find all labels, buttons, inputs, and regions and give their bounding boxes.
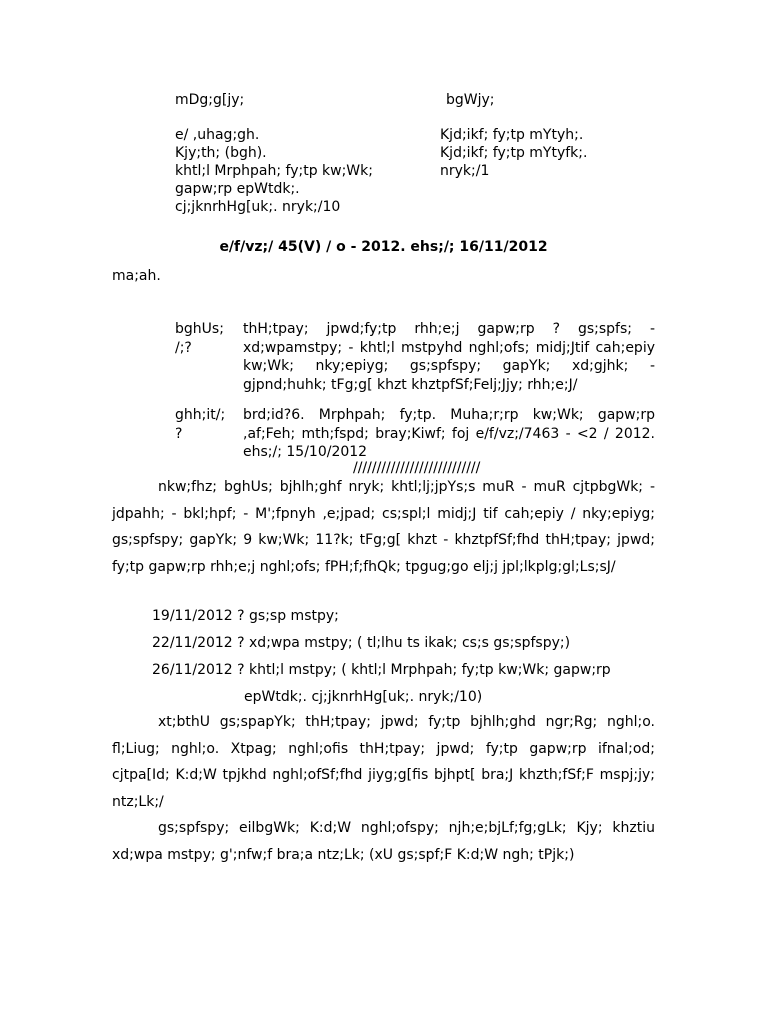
salutation: ma;ah. <box>112 268 161 284</box>
reference-label-line: ghh;it/; <box>175 407 226 423</box>
subject-text: thH;tpay; jpwd;fy;tp rhh;e;j gapw;rp ? gs;spfs; - xd;wpamstpy; - khtl;l mstpyhd nghl;ofs; midj;Jtif cah;epiy kw;Wk; nky;epiyg; gs;spfspy; gapYk; xd;gjhk; - gjpnd;huhk; tFg;g[ khzt khztpfSf;Felj;Jjy; rhh;e;J/ <box>243 321 655 393</box>
sender-line: khtl;l Mrphpah; fy;tp kw;Wk; <box>175 163 373 179</box>
sender-line: Kjy;th; (bgh). <box>175 145 267 161</box>
subject-block <box>175 320 655 394</box>
body-paragraph-3: gs;spfspy; eilbgWk; K:d;W nghl;ofspy; njh;e;bjLf;fg;gLk; Kjy; khztiu xd;wpa mstpy; g';nfw;f bra;a ntz;Lk; (xU gs;spf;F K:d;W ngh; tPjk;) <box>112 820 655 863</box>
reference-label-line: ? <box>175 425 183 442</box>
reference-separator: /////////////////////////// <box>353 460 481 476</box>
body-paragraph-1: nkw;fhz; bghUs; bjhlh;ghf nryk; khtl;lj;jpYs;s muR - muR cjtpbgWk; - jdpahh; - bkl;hpf; - M';fpnyh ,e;jpad; cs;spl;l midj;J tif cah;epiy / nky;epiyg; gs;spfspy; gapYk; 9 kw;Wk; 11?k; tFg;g[ khzt - khztpfSf;fhd thH;tpay; jpwd; fy;tp gapw;rp rhh;e;j nghl;ofs; fPH;f;fhQk; tpgug;go elj;j jpl;lkplg;gl;Ls;sJ/ <box>112 479 655 575</box>
body-paragraph-2: xt;bthU gs;spapYk; thH;tpay; jpwd; fy;tp bjhlh;ghd ngr;Rg; nghl;o. fl;Liug; nghl;o. Xtpag; nghl;ofis thH;tpay; jpwd; fy;tp gapw;rp ifnal;od; cjtpa[Id; K:d;W tpjkhd nghl;ofSf;fhd jiyg;g[fis bjhpt[ bra;J khzth;fSf;F mspj;jy; ntz;Lk;/ <box>112 714 655 810</box>
schedule-line: 19/11/2012 ? gs;sp mstpy; <box>152 608 339 624</box>
sender-address <box>175 126 373 216</box>
subject-label <box>175 320 237 357</box>
recipient-line: nryk;/1 <box>440 163 490 179</box>
subject-label-line: bghUs; <box>175 321 224 337</box>
recipient-address <box>440 126 587 180</box>
reference-block <box>175 406 655 462</box>
schedule-line: 22/11/2012 ? xd;wpa mstpy; ( tl;lhu ts ikak; cs;s gs;spfspy;) <box>152 635 571 651</box>
subject-label-line: /;? <box>175 339 192 356</box>
schedule-line-continued: epWtdk;. cj;jknrhHg[uk;. nryk;/10) <box>244 689 483 705</box>
reference-label <box>175 406 237 443</box>
reference-text: brd;id?6. Mrphpah; fy;tp. Muha;r;rp kw;Wk; gapw;rp ,af;Feh; mth;fspd; bray;Kiwf; foj e/f/vz;/7463 - <2 / 2012. ehs;/; 15/10/2012 <box>243 407 655 460</box>
sender-line: cj;jknrhHg[uk;. nryk;/10 <box>175 199 341 215</box>
recipient-label: bgWjy; <box>446 92 495 108</box>
reference-number: e/f/vz;/ 45(V) / o - 2012. ehs;/; 16/11/2012 <box>219 239 548 255</box>
sender-line: gapw;rp epWtdk;. <box>175 181 300 197</box>
recipient-line: Kjd;ikf; fy;tp mYtyh;. <box>440 127 584 143</box>
recipient-line: Kjd;ikf; fy;tp mYtyfk;. <box>440 145 588 161</box>
sender-line: e/ ,uhag;gh. <box>175 127 260 143</box>
sender-label: mDg;g[jy; <box>175 92 245 108</box>
schedule-line: 26/11/2012 ? khtl;l mstpy; ( khtl;l Mrphpah; fy;tp kw;Wk; gapw;rp <box>152 662 611 678</box>
